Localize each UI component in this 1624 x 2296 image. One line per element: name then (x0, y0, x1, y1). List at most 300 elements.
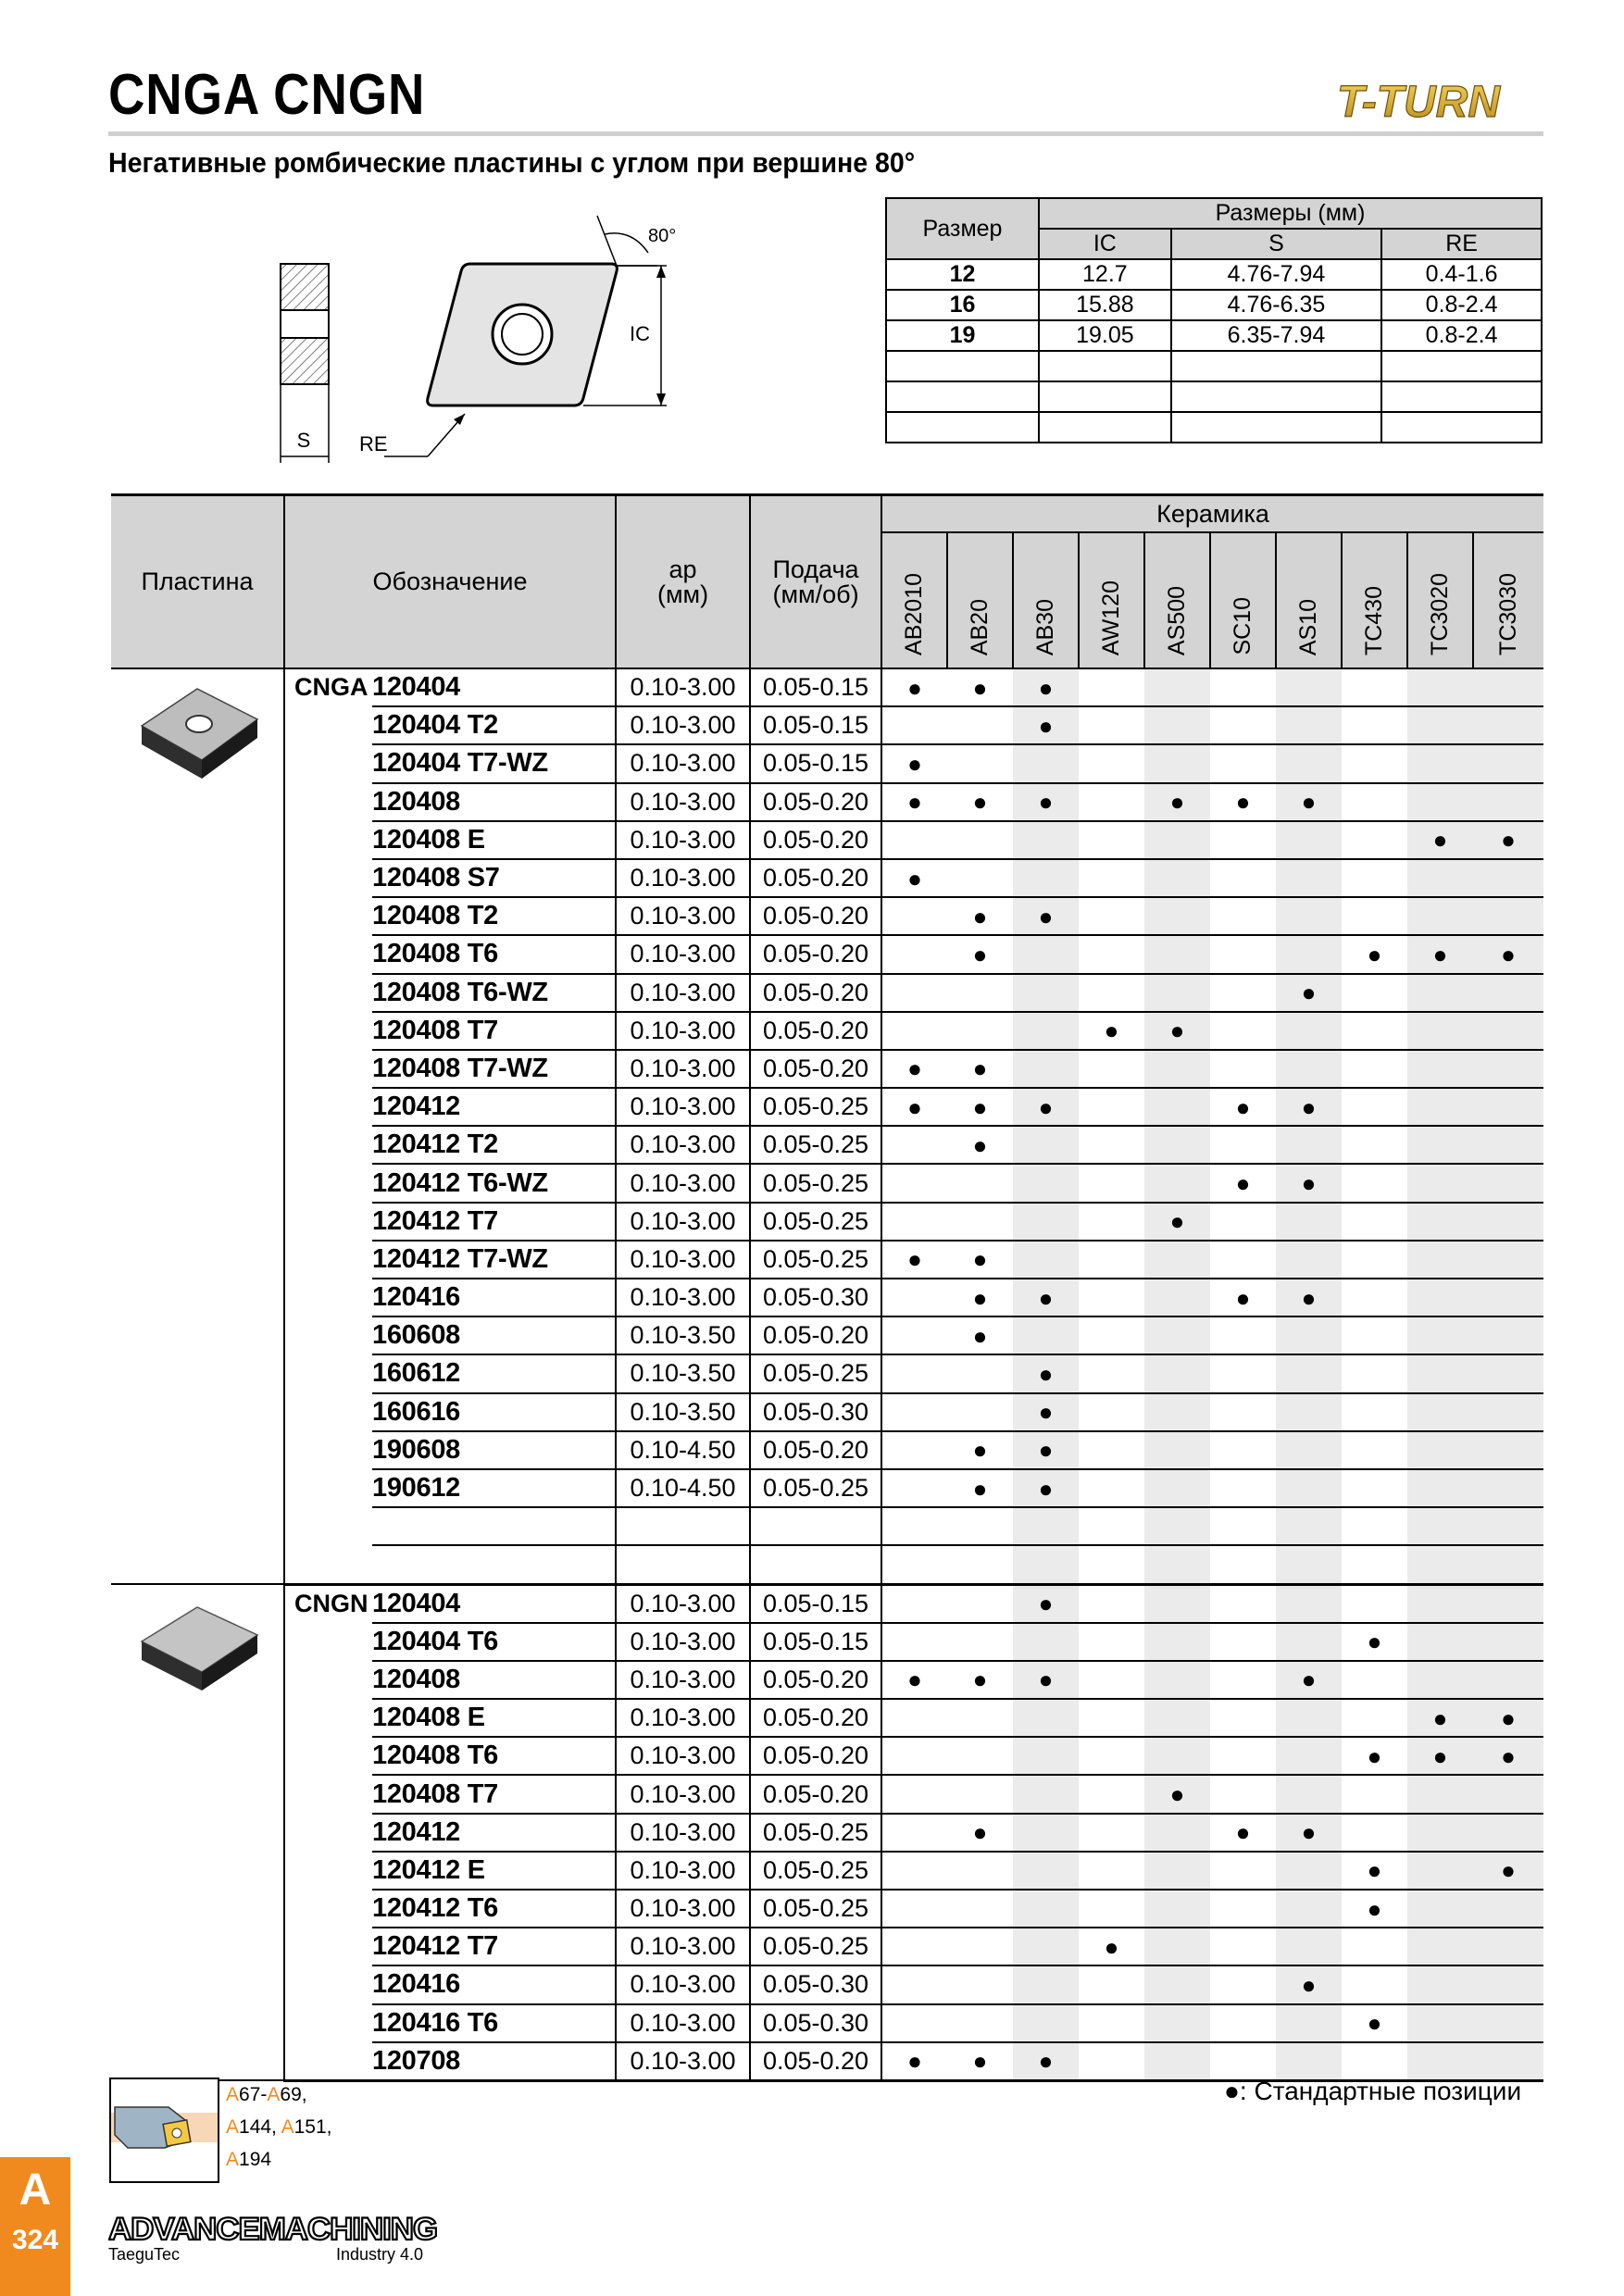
grade-cell (1013, 1050, 1079, 1088)
svg-text:T-TURN: T-TURN (1337, 78, 1500, 127)
ap-cell: 0.10-3.00 (616, 1737, 750, 1775)
standard-dot: ● (1210, 1814, 1276, 1852)
grade-cell (1013, 1316, 1079, 1354)
grade-cell (1276, 859, 1342, 897)
grade-cell (1407, 1928, 1473, 1965)
standard-dot: ● (1144, 1203, 1210, 1241)
grade-cell (1079, 897, 1144, 935)
standard-dot: ● (1473, 1699, 1543, 1737)
grade-cell (1342, 1088, 1407, 1126)
grade-cell (1079, 783, 1144, 821)
standard-dot: ● (1473, 935, 1543, 973)
feed-cell: 0.05-0.25 (750, 1469, 881, 1507)
designation-cell: 120412 E (372, 1852, 616, 1890)
feed-cell (750, 1507, 881, 1545)
grade-cell (1144, 1661, 1210, 1699)
grade-cell (1144, 1050, 1210, 1088)
grade-cell (881, 1545, 947, 1584)
t-turn-logo (1292, 74, 1546, 130)
standard-dot: ● (1276, 1279, 1342, 1316)
dims-row (886, 259, 1542, 290)
feed-cell: 0.05-0.25 (750, 1126, 881, 1164)
standard-dot: ● (947, 1469, 1013, 1507)
grade-cell (1013, 1545, 1079, 1584)
designation-cell: 160616 (372, 1393, 616, 1431)
grade-cell (881, 1431, 947, 1469)
ap-cell: 0.10-3.00 (616, 1126, 750, 1164)
feed-cell: 0.05-0.20 (750, 897, 881, 935)
dims-value-cell (1039, 381, 1171, 412)
grade-cell (1144, 1814, 1210, 1852)
grade-cell (1079, 1737, 1144, 1775)
standard-dot: ● (1013, 1393, 1079, 1431)
grade-cell (1079, 1164, 1144, 1202)
standard-dot: ● (1342, 1890, 1407, 1928)
grade-cell (1079, 1507, 1144, 1545)
grade-cell (947, 859, 1013, 897)
grade-cell (1407, 974, 1473, 1012)
grade-cell (1473, 1545, 1543, 1584)
ap-cell: 0.10-3.00 (616, 706, 750, 744)
designation-cell: 120408 T7 (372, 1775, 616, 1813)
dims-row (886, 351, 1542, 381)
designation-cell: 120408 E (372, 1699, 616, 1737)
grade-cell (881, 897, 947, 935)
standard-dot: ● (1210, 1279, 1276, 1316)
designation-cell: 120408 T7-WZ (372, 1050, 616, 1088)
grade-cell (1210, 897, 1276, 935)
col-ic: IC (1039, 229, 1171, 259)
grade-cell (1276, 1050, 1342, 1088)
standard-dot: ● (1013, 1661, 1079, 1699)
grade-cell (1276, 897, 1342, 935)
grade-cell (1144, 1126, 1210, 1164)
page-reference-line[interactable]: A67-A69, (226, 2084, 307, 2105)
grade-header-as10: AS10 (1276, 532, 1342, 668)
grade-cell (1013, 821, 1079, 859)
grade-cell (947, 2004, 1013, 2042)
grade-cell (881, 706, 947, 744)
feed-cell: 0.05-0.25 (750, 1164, 881, 1202)
grade-cell (1210, 1623, 1276, 1661)
ap-cell: 0.10-3.00 (616, 1088, 750, 1126)
grade-cell (1276, 2004, 1342, 2042)
grade-cell (1407, 1088, 1473, 1126)
ap-cell: 0.10-3.00 (616, 744, 750, 782)
grade-cell (1342, 859, 1407, 897)
grade-header-tc3020: TC3020 (1407, 532, 1473, 668)
designation-cell: 120404 (372, 668, 616, 706)
grade-cell (1342, 744, 1407, 782)
svg-text:RE: RE (359, 432, 388, 455)
dimensions-table (885, 197, 1543, 443)
grade-cell (1342, 1012, 1407, 1050)
grade-cell (1079, 2042, 1144, 2081)
grade-cell (1013, 2004, 1079, 2042)
grade-cell (1210, 744, 1276, 782)
ap-cell: 0.10-3.00 (616, 1164, 750, 1202)
designation-cell: 120404 T7-WZ (372, 744, 616, 782)
ap-cell: 0.10-3.00 (616, 859, 750, 897)
dims-value-cell: 4.76-6.35 (1171, 290, 1381, 320)
feed-cell: 0.05-0.25 (750, 1814, 881, 1852)
grade-cell (1144, 1469, 1210, 1507)
designation-cell: 120408 T6 (372, 1737, 616, 1775)
standard-dot: ● (947, 1316, 1013, 1354)
grade-cell (1144, 1316, 1210, 1354)
grade-cell (1407, 706, 1473, 744)
standard-dot: ● (1276, 1164, 1342, 1202)
insert-diagram (269, 208, 704, 468)
table-row (111, 1584, 1543, 1623)
grade-cell (1210, 706, 1276, 744)
grade-cell (947, 1852, 1013, 1890)
feed-cell: 0.05-0.20 (750, 1316, 881, 1354)
ap-cell: 0.10-3.00 (616, 1012, 750, 1050)
grade-cell (1407, 1852, 1473, 1890)
standard-dot: ● (1342, 2004, 1407, 2042)
grade-cell (1210, 1469, 1276, 1507)
grade-cell (881, 1507, 947, 1545)
dims-value-cell (1171, 381, 1381, 412)
grade-cell (1342, 2042, 1407, 2081)
grade-cell (1407, 2042, 1473, 2081)
header-rule (108, 131, 1543, 136)
dims-value-cell: 4.76-7.94 (1171, 259, 1381, 290)
dims-header: Размеры (мм) (1039, 198, 1542, 229)
page-title: CNGA CNGN (108, 63, 426, 127)
ap-cell: 0.10-3.00 (616, 1241, 750, 1279)
designation-cell: 120408 (372, 783, 616, 821)
standard-dot: ● (1013, 706, 1079, 744)
grade-cell (1342, 1928, 1407, 1965)
feed-cell: 0.05-0.20 (750, 1050, 881, 1088)
series-label: CNGN (284, 1584, 372, 2080)
grade-cell (1473, 859, 1543, 897)
header-ap: ap (мм) (616, 495, 750, 669)
designation-cell: 120412 T7 (372, 1203, 616, 1241)
standard-dot: ● (1079, 1012, 1144, 1050)
grade-cell (1342, 1203, 1407, 1241)
ap-cell: 0.10-3.00 (616, 1279, 750, 1316)
grade-cell (1079, 1965, 1144, 2003)
grade-cell (947, 1623, 1013, 1661)
feed-cell: 0.05-0.25 (750, 1852, 881, 1890)
designation-cell: 120412 (372, 1088, 616, 1126)
grade-cell (881, 1203, 947, 1241)
grade-cell (1276, 1354, 1342, 1392)
grade-cell (1079, 1316, 1144, 1354)
standard-dot: ● (1276, 1088, 1342, 1126)
feed-cell: 0.05-0.15 (750, 668, 881, 706)
table-row (111, 668, 1543, 706)
dims-row (886, 320, 1542, 351)
ap-cell: 0.10-3.00 (616, 1623, 750, 1661)
grade-cell (1013, 1241, 1079, 1279)
ap-cell: 0.10-3.00 (616, 668, 750, 706)
grade-cell (1473, 1241, 1543, 1279)
feed-cell: 0.05-0.25 (750, 1890, 881, 1928)
designation-cell: 190612 (372, 1469, 616, 1507)
reference-toolholder-image (109, 2078, 219, 2183)
dims-row (886, 381, 1542, 412)
grade-cell (1210, 1507, 1276, 1545)
grade-cell (881, 1890, 947, 1928)
grade-cell (1276, 1545, 1342, 1584)
grade-cell (1013, 1126, 1079, 1164)
grade-cell (1407, 744, 1473, 782)
grade-cell (1407, 1775, 1473, 1813)
grade-cell (1144, 668, 1210, 706)
standard-dot: ● (1013, 1431, 1079, 1469)
dims-value-cell (1171, 351, 1381, 381)
feed-cell: 0.05-0.20 (750, 859, 881, 897)
grade-cell (1079, 859, 1144, 897)
grade-cell (947, 1393, 1013, 1431)
grade-cell (1276, 1431, 1342, 1469)
grade-cell (1342, 1545, 1407, 1584)
grade-cell (1013, 1775, 1079, 1813)
grade-cell (1342, 783, 1407, 821)
feed-cell: 0.05-0.30 (750, 1393, 881, 1431)
grade-cell (1276, 1241, 1342, 1279)
grade-cell (1079, 1469, 1144, 1507)
grade-cell (947, 1507, 1013, 1545)
side-view-top (281, 264, 329, 310)
grade-cell (947, 1164, 1013, 1202)
grade-cell (1079, 1699, 1144, 1737)
grade-cell (1407, 1623, 1473, 1661)
standard-dot: ● (1342, 935, 1407, 973)
feed-cell: 0.05-0.20 (750, 821, 881, 859)
feed-cell: 0.05-0.20 (750, 1012, 881, 1050)
grade-cell (881, 821, 947, 859)
grade-cell (1407, 1050, 1473, 1088)
grade-cell (1210, 1928, 1276, 1965)
grade-cell (881, 1965, 947, 2003)
svg-text:80°: 80° (648, 226, 677, 246)
grade-cell (1210, 1012, 1276, 1050)
standard-dot: ● (947, 1050, 1013, 1088)
svg-text:TaeguTec: TaeguTec (108, 2245, 181, 2264)
designation-cell: 120412 (372, 1814, 616, 1852)
designation-cell: 120404 (372, 1584, 616, 1623)
ap-cell: 0.10-3.50 (616, 1354, 750, 1392)
ap-cell: 0.10-3.00 (616, 974, 750, 1012)
grade-cell (1276, 1126, 1342, 1164)
ap-cell: 0.10-3.00 (616, 1928, 750, 1965)
grade-cell (1407, 1279, 1473, 1316)
ap-cell: 0.10-3.00 (616, 1775, 750, 1813)
grade-cell (1473, 1393, 1543, 1431)
grade-cell (1276, 1890, 1342, 1928)
standard-dot: ● (881, 1088, 947, 1126)
svg-text:IC: IC (630, 322, 650, 345)
designation-cell: 120416 (372, 1965, 616, 2003)
grade-cell (1079, 1431, 1144, 1469)
grade-cell (1342, 1775, 1407, 1813)
grade-cell (1144, 897, 1210, 935)
page-reference-line[interactable]: A144, A151, (226, 2116, 332, 2138)
grade-cell (1079, 1354, 1144, 1392)
grade-cell (1407, 859, 1473, 897)
grade-cell (1079, 1890, 1144, 1928)
ap-cell: 0.10-3.00 (616, 783, 750, 821)
grade-cell (1276, 1203, 1342, 1241)
grade-cell (1407, 1164, 1473, 1202)
grade-cell (1144, 1354, 1210, 1392)
grade-cell (1407, 1545, 1473, 1584)
svg-text:ADVANCEMACHINING: ADVANCEMACHINING (108, 2212, 438, 2247)
grade-cell (881, 1012, 947, 1050)
grade-cell (1473, 2004, 1543, 2042)
grade-cell (1473, 1203, 1543, 1241)
grade-cell (1276, 821, 1342, 859)
standard-dot: ● (881, 2042, 947, 2081)
standard-dot: ● (1342, 1737, 1407, 1775)
grade-cell (1276, 744, 1342, 782)
standard-dot: ● (947, 1431, 1013, 1469)
designation-cell: 120408 T2 (372, 897, 616, 935)
grade-cell (1342, 897, 1407, 935)
grade-cell (881, 1699, 947, 1737)
grade-cell (1342, 1507, 1407, 1545)
grade-cell (1079, 744, 1144, 782)
grade-cell (1210, 1852, 1276, 1890)
grade-cell (1276, 1507, 1342, 1545)
grade-cell (1407, 1584, 1473, 1623)
feed-cell: 0.05-0.25 (750, 1928, 881, 1965)
grade-cell (881, 1164, 947, 1202)
grade-cell (1342, 668, 1407, 706)
grade-cell (1473, 1507, 1543, 1545)
grade-cell (881, 1584, 947, 1623)
grade-cell (947, 706, 1013, 744)
feed-cell: 0.05-0.25 (750, 1088, 881, 1126)
grade-cell (1079, 1814, 1144, 1852)
grade-cell (1342, 1699, 1407, 1737)
ap-cell: 0.10-3.00 (616, 1965, 750, 2003)
standard-dot: ● (947, 1126, 1013, 1164)
grade-cell (1407, 1814, 1473, 1852)
grade-cell (1407, 1965, 1473, 2003)
grade-cell (1210, 1203, 1276, 1241)
grade-cell (1079, 1623, 1144, 1661)
grade-cell (1342, 1316, 1407, 1354)
grade-cell (1276, 1852, 1342, 1890)
grade-header-ab30: AB30 (1013, 532, 1079, 668)
grade-cell (1342, 1393, 1407, 1431)
standard-dot: ● (1342, 1852, 1407, 1890)
standard-dot: ● (947, 1088, 1013, 1126)
header-feed: Подача (мм/об) (750, 495, 881, 669)
grade-cell (1276, 706, 1342, 744)
grade-header-as500: AS500 (1144, 532, 1210, 668)
grade-cell (947, 1545, 1013, 1584)
grade-cell (947, 1203, 1013, 1241)
grade-cell (1473, 1661, 1543, 1699)
feed-cell (750, 1545, 881, 1584)
grade-cell (947, 1928, 1013, 1965)
feed-cell: 0.05-0.20 (750, 1431, 881, 1469)
page-reference-line[interactable]: A194 (226, 2149, 272, 2170)
grade-cell (881, 1279, 947, 1316)
standard-dot: ● (1276, 974, 1342, 1012)
grade-cell (947, 1584, 1013, 1623)
grade-cell (1473, 783, 1543, 821)
dims-size-cell (886, 381, 1039, 412)
dims-value-cell (1381, 351, 1542, 381)
standard-dot: ● (1473, 1737, 1543, 1775)
designation-cell: 120416 (372, 1279, 616, 1316)
grade-cell (1342, 1814, 1407, 1852)
designation-cell: 120408 T7 (372, 1012, 616, 1050)
grade-cell (881, 1928, 947, 1965)
ap-cell: 0.10-3.00 (616, 1050, 750, 1088)
grade-cell (1079, 935, 1144, 973)
grade-cell (1079, 2004, 1144, 2042)
feed-cell: 0.05-0.25 (750, 1203, 881, 1241)
grade-cell (881, 1775, 947, 1813)
standard-dot: ● (1013, 783, 1079, 821)
designation-cell (372, 1545, 616, 1584)
grade-cell (1210, 1890, 1276, 1928)
dims-size-cell (886, 351, 1039, 381)
grade-cell (1276, 1928, 1342, 1965)
grade-cell (947, 1699, 1013, 1737)
standard-dot: ● (1144, 1012, 1210, 1050)
grade-cell (1079, 1584, 1144, 1623)
grade-cell (1079, 1279, 1144, 1316)
designation-cell: 120708 (372, 2042, 616, 2081)
feed-cell: 0.05-0.20 (750, 2042, 881, 2081)
dims-value-cell (1381, 381, 1542, 412)
designation-cell: 120412 T6-WZ (372, 1164, 616, 1202)
standard-dot: ● (881, 859, 947, 897)
grade-cell (1013, 1852, 1079, 1890)
grade-cell (1079, 1203, 1144, 1241)
grade-cell (1144, 1965, 1210, 2003)
grade-cell (1276, 1469, 1342, 1507)
grade-cell (1210, 1661, 1276, 1699)
grade-cell (1342, 1661, 1407, 1699)
series-label: CNGA (284, 668, 372, 1584)
grade-cell (1342, 1050, 1407, 1088)
ap-cell: 0.10-3.00 (616, 1699, 750, 1737)
standard-dot: ● (1407, 1699, 1473, 1737)
col-s: S (1171, 229, 1381, 259)
grade-cell (1210, 935, 1276, 973)
grade-cell (1210, 1354, 1276, 1392)
designation-cell: 160612 (372, 1354, 616, 1392)
grade-cell (1013, 974, 1079, 1012)
standard-dot: ● (947, 1279, 1013, 1316)
page-number: 324 (11, 2225, 59, 2255)
dims-value-cell (1039, 412, 1171, 443)
section-tab (0, 2157, 70, 2296)
grade-cell (1473, 1279, 1543, 1316)
grade-cell (1407, 2004, 1473, 2042)
header-ceramics: Керамика (881, 495, 1543, 533)
grade-cell (1210, 1584, 1276, 1623)
grade-cell (947, 821, 1013, 859)
standard-dot: ● (947, 2042, 1013, 2081)
standard-dot: ● (1144, 783, 1210, 821)
grade-cell (1079, 1775, 1144, 1813)
feed-cell: 0.05-0.20 (750, 974, 881, 1012)
grade-cell (1473, 1584, 1543, 1623)
designation-cell: 120412 T2 (372, 1126, 616, 1164)
